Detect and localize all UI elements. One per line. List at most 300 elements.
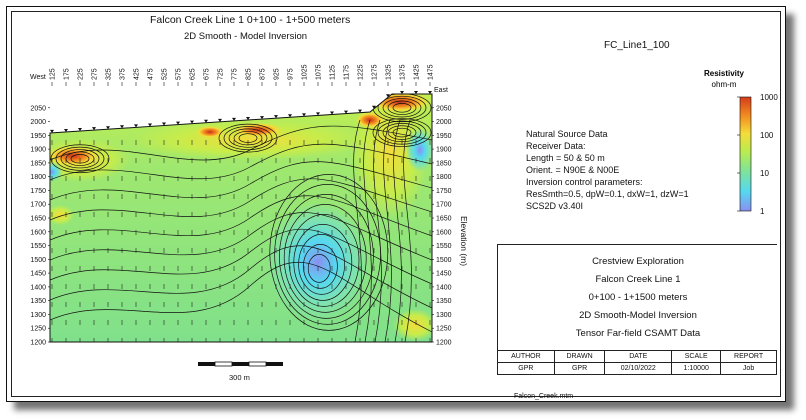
grid-marker xyxy=(206,230,207,235)
grid-marker xyxy=(66,140,67,145)
grid-marker xyxy=(248,158,249,163)
grid-marker xyxy=(66,194,67,199)
grid-marker xyxy=(206,302,207,307)
grid-marker xyxy=(206,320,207,325)
grid-marker xyxy=(122,158,123,163)
grid-marker xyxy=(374,248,375,253)
grid-marker xyxy=(192,248,193,253)
grid-marker xyxy=(276,284,277,289)
grid-marker xyxy=(108,248,109,253)
grid-marker xyxy=(318,176,319,181)
value-cell: Job xyxy=(721,363,777,375)
grid-marker xyxy=(108,158,109,163)
grid-marker xyxy=(430,248,431,253)
grid-marker xyxy=(416,158,417,163)
x-tick-label: 1475 xyxy=(427,64,435,80)
grid-marker xyxy=(332,194,333,199)
grid-marker xyxy=(150,194,151,199)
grid-marker xyxy=(150,230,151,235)
x-tick-label: 475 xyxy=(147,68,155,80)
scale-bar-segment xyxy=(215,362,232,366)
header-cell: REPORT xyxy=(721,351,777,363)
y-tick-label-left: 1350 xyxy=(30,298,46,306)
info-line: Inversion control parameters: xyxy=(526,177,643,187)
grid-marker xyxy=(80,266,81,271)
grid-marker xyxy=(360,158,361,163)
grid-marker xyxy=(416,320,417,325)
y-tick-label-left: 1450 xyxy=(30,270,46,278)
grid-marker xyxy=(52,140,53,145)
grid-marker xyxy=(164,230,165,235)
x-tick-label: 975 xyxy=(287,68,295,80)
grid-marker xyxy=(402,212,403,217)
grid-marker xyxy=(122,266,123,271)
grid-marker xyxy=(262,284,263,289)
scale-bar xyxy=(198,362,283,366)
y-tick-label-left: 2050 xyxy=(30,105,46,113)
x-tick-label: 775 xyxy=(231,68,239,80)
grid-marker xyxy=(360,176,361,181)
grid-marker xyxy=(304,320,305,325)
grid-marker xyxy=(66,248,67,253)
grid-marker xyxy=(416,140,417,145)
header-cell: AUTHOR xyxy=(498,351,555,363)
grid-marker xyxy=(220,248,221,253)
grid-marker xyxy=(94,194,95,199)
grid-marker xyxy=(276,320,277,325)
grid-marker xyxy=(234,194,235,199)
y-tick-label-left: 1200 xyxy=(30,339,46,347)
grid-marker xyxy=(304,248,305,253)
grid-marker xyxy=(402,248,403,253)
x-tick-label: 925 xyxy=(273,68,281,80)
grid-marker xyxy=(178,320,179,325)
grid-marker xyxy=(94,248,95,253)
grid-marker xyxy=(332,248,333,253)
grid-marker xyxy=(52,230,53,235)
grid-marker xyxy=(262,194,263,199)
grid-marker xyxy=(388,302,389,307)
grid-marker xyxy=(234,212,235,217)
grid-marker xyxy=(374,230,375,235)
grid-marker xyxy=(136,158,137,163)
x-tick-label: 1225 xyxy=(357,64,365,80)
x-tick-label: 1325 xyxy=(385,64,393,80)
grid-marker xyxy=(206,158,207,163)
grid-marker xyxy=(94,158,95,163)
y-tick-label-right: 1700 xyxy=(436,201,452,209)
y-tick-label-right: 1900 xyxy=(436,146,452,154)
grid-marker xyxy=(360,248,361,253)
y-tick-label-right: 1800 xyxy=(436,174,452,182)
grid-marker xyxy=(416,302,417,307)
grid-marker xyxy=(262,212,263,217)
grid-marker xyxy=(150,320,151,325)
grid-marker xyxy=(122,284,123,289)
colorbar xyxy=(737,93,778,216)
grid-marker xyxy=(248,230,249,235)
grid-marker xyxy=(206,284,207,289)
grid-marker xyxy=(66,284,67,289)
grid-marker xyxy=(122,248,123,253)
grid-marker xyxy=(220,302,221,307)
grid-marker xyxy=(304,266,305,271)
grid-marker xyxy=(122,302,123,307)
grid-marker xyxy=(262,158,263,163)
grid-marker xyxy=(402,302,403,307)
grid-marker xyxy=(94,302,95,307)
title-block-lines xyxy=(497,244,777,351)
y-tick-label-right: 1300 xyxy=(436,311,452,319)
y-tick-label-right: 1650 xyxy=(436,215,452,223)
project-line: Falcon Creek Line 1 xyxy=(595,274,681,285)
x-tick-label: 675 xyxy=(203,68,211,80)
x-tick-label: 725 xyxy=(217,68,225,80)
grid-marker xyxy=(136,320,137,325)
grid-marker xyxy=(332,302,333,307)
grid-marker xyxy=(192,266,193,271)
grid-marker xyxy=(52,212,53,217)
x-tick-label: 525 xyxy=(161,68,169,80)
grid-marker xyxy=(402,266,403,271)
grid-marker xyxy=(262,176,263,181)
grid-marker xyxy=(304,176,305,181)
grid-marker xyxy=(234,230,235,235)
grid-marker xyxy=(164,302,165,307)
grid-marker xyxy=(402,320,403,325)
grid-marker xyxy=(388,266,389,271)
grid-marker xyxy=(346,320,347,325)
y-axis-left xyxy=(30,105,50,346)
grid-marker xyxy=(416,266,417,271)
y-tick-label-right: 2000 xyxy=(436,119,452,127)
grid-marker xyxy=(416,194,417,199)
y-tick-label-left: 1500 xyxy=(30,256,46,264)
x-tick-label: 1175 xyxy=(343,64,351,80)
grid-marker xyxy=(388,212,389,217)
info-line: Receiver Data: xyxy=(526,141,586,151)
grid-marker xyxy=(66,158,67,163)
grid-marker xyxy=(52,284,53,289)
x-tick-label: 225 xyxy=(77,68,85,80)
y-tick-label-right: 1200 xyxy=(436,339,452,347)
grid-marker xyxy=(164,194,165,199)
title-block-value-row xyxy=(498,363,777,375)
grid-marker xyxy=(332,176,333,181)
chart-subtitle: 2D Smooth - Model Inversion xyxy=(184,31,308,42)
grid-marker xyxy=(248,140,249,145)
grid-marker xyxy=(108,194,109,199)
x-tick-label: 425 xyxy=(133,68,141,80)
grid-marker xyxy=(360,194,361,199)
y-axis-right xyxy=(432,105,452,346)
x-tick-label: 875 xyxy=(259,68,267,80)
grid-marker xyxy=(192,284,193,289)
grid-marker xyxy=(178,194,179,199)
grid-marker xyxy=(52,194,53,199)
grid-marker xyxy=(150,140,151,145)
grid-marker xyxy=(192,194,193,199)
x-tick-label: 375 xyxy=(119,68,127,80)
grid-marker xyxy=(80,320,81,325)
grid-marker xyxy=(136,176,137,181)
colorbar-title xyxy=(700,68,748,90)
colorbar-tick-label: 10 xyxy=(760,169,769,178)
title-block-header-row xyxy=(498,351,777,363)
grid-marker xyxy=(136,266,137,271)
value-cell: GPR xyxy=(554,363,605,375)
grid-marker xyxy=(206,140,207,145)
grid-marker xyxy=(178,140,179,145)
grid-marker xyxy=(136,284,137,289)
grid-marker xyxy=(108,284,109,289)
x-tick-label: 575 xyxy=(175,68,183,80)
grid-marker xyxy=(318,212,319,217)
grid-marker xyxy=(66,302,67,307)
grid-marker xyxy=(220,176,221,181)
grid-marker xyxy=(220,158,221,163)
grid-marker xyxy=(276,212,277,217)
grid-marker xyxy=(150,248,151,253)
grid-marker xyxy=(192,158,193,163)
grid-marker xyxy=(332,212,333,217)
value-cell: GPR xyxy=(498,363,555,375)
grid-marker xyxy=(178,302,179,307)
grid-marker xyxy=(276,302,277,307)
grid-marker xyxy=(290,302,291,307)
y-tick-label-left: 1700 xyxy=(30,201,46,209)
grid-marker xyxy=(388,176,389,181)
grid-marker xyxy=(290,266,291,271)
grid-marker xyxy=(388,320,389,325)
grid-marker xyxy=(248,176,249,181)
header-cell: DATE xyxy=(605,351,672,363)
grid-marker xyxy=(234,302,235,307)
y-tick-label-right: 1450 xyxy=(436,270,452,278)
grid-marker xyxy=(80,230,81,235)
grid-marker xyxy=(150,176,151,181)
company-name: Crestview Exploration xyxy=(592,256,684,267)
grid-marker xyxy=(388,140,389,145)
grid-marker xyxy=(360,266,361,271)
grid-marker xyxy=(248,302,249,307)
grid-marker xyxy=(80,302,81,307)
grid-marker xyxy=(206,266,207,271)
grid-marker xyxy=(346,176,347,181)
x-tick-label: 1375 xyxy=(399,64,407,80)
y-tick-label-right: 1350 xyxy=(436,298,452,306)
grid-marker xyxy=(430,284,431,289)
y-tick-label-left: 1400 xyxy=(30,284,46,292)
grid-marker xyxy=(206,176,207,181)
grid-marker xyxy=(136,230,137,235)
header-cell: DRAWN xyxy=(554,351,605,363)
grid-marker xyxy=(304,158,305,163)
grid-marker xyxy=(164,284,165,289)
grid-marker xyxy=(66,176,67,181)
grid-marker xyxy=(262,140,263,145)
grid-marker xyxy=(206,194,207,199)
grid-marker xyxy=(66,212,67,217)
grid-marker xyxy=(346,302,347,307)
grid-marker xyxy=(332,140,333,145)
grid-marker xyxy=(178,266,179,271)
grid-marker xyxy=(374,284,375,289)
grid-marker xyxy=(346,230,347,235)
grid-marker xyxy=(318,158,319,163)
y-tick-label-right: 1600 xyxy=(436,229,452,237)
grid-marker xyxy=(360,212,361,217)
y-tick-label-left: 2000 xyxy=(30,119,46,127)
grid-marker xyxy=(430,320,431,325)
grid-marker xyxy=(304,302,305,307)
y-tick-label-right: 1550 xyxy=(436,243,452,251)
grid-marker xyxy=(402,230,403,235)
y-tick-label-right: 1400 xyxy=(436,284,452,292)
grid-marker xyxy=(108,230,109,235)
grid-marker xyxy=(374,176,375,181)
grid-marker xyxy=(374,194,375,199)
grid-marker xyxy=(192,176,193,181)
grid-marker xyxy=(164,248,165,253)
y-tick-label-left: 1900 xyxy=(30,146,46,154)
grid-marker xyxy=(192,212,193,217)
grid-marker xyxy=(248,248,249,253)
grid-marker xyxy=(416,230,417,235)
grid-marker xyxy=(248,266,249,271)
grid-marker xyxy=(136,212,137,217)
grid-marker xyxy=(94,212,95,217)
grid-marker xyxy=(192,230,193,235)
grid-marker xyxy=(108,140,109,145)
grid-marker xyxy=(234,320,235,325)
grid-marker xyxy=(80,140,81,145)
grid-marker xyxy=(66,266,67,271)
y-tick-label-left: 1600 xyxy=(30,229,46,237)
info-line: Orient. = N90E & N00E xyxy=(526,165,620,175)
grid-marker xyxy=(262,320,263,325)
y-tick-label-right: 1250 xyxy=(436,325,452,333)
grid-marker xyxy=(108,320,109,325)
info-line: Natural Source Data xyxy=(526,129,608,139)
grid-marker xyxy=(276,158,277,163)
grid-marker xyxy=(234,140,235,145)
grid-marker xyxy=(318,194,319,199)
grid-marker xyxy=(388,248,389,253)
grid-marker xyxy=(318,230,319,235)
grid-marker xyxy=(80,212,81,217)
grid-marker xyxy=(220,266,221,271)
grid-marker xyxy=(122,320,123,325)
grid-marker xyxy=(416,212,417,217)
grid-marker xyxy=(374,266,375,271)
grid-marker xyxy=(234,158,235,163)
grid-marker xyxy=(94,140,95,145)
colorbar-gradient xyxy=(740,97,751,211)
grid-marker xyxy=(290,284,291,289)
grid-marker xyxy=(304,140,305,145)
x-tick-label: 1125 xyxy=(329,64,337,80)
grid-marker xyxy=(122,212,123,217)
grid-marker xyxy=(94,230,95,235)
grid-marker xyxy=(94,176,95,181)
grid-marker xyxy=(276,194,277,199)
grid-marker xyxy=(248,320,249,325)
inversion-parameters xyxy=(526,128,689,212)
y-tick-label-right: 1850 xyxy=(436,160,452,168)
grid-marker xyxy=(234,266,235,271)
grid-marker xyxy=(290,230,291,235)
grid-marker xyxy=(220,230,221,235)
x-tick-label: 325 xyxy=(105,68,113,80)
plot-id: FC_Line1_100 xyxy=(604,40,670,51)
title-block xyxy=(497,244,777,404)
grid-marker xyxy=(332,284,333,289)
value-cell: 1:10000 xyxy=(672,363,721,375)
y-tick-label-right: 1950 xyxy=(436,132,452,140)
grid-marker xyxy=(192,302,193,307)
grid-marker xyxy=(388,230,389,235)
grid-marker xyxy=(66,320,67,325)
grid-marker xyxy=(150,302,151,307)
grid-marker xyxy=(360,140,361,145)
x-tick-label: 275 xyxy=(91,68,99,80)
grid-marker xyxy=(262,266,263,271)
colorbar-tick-label: 1000 xyxy=(760,93,778,102)
grid-marker xyxy=(332,266,333,271)
grid-marker xyxy=(332,230,333,235)
grid-marker xyxy=(52,266,53,271)
grid-marker xyxy=(346,266,347,271)
grid-marker xyxy=(416,284,417,289)
value-cell: 02/10/2022 xyxy=(605,363,672,375)
grid-marker xyxy=(318,320,319,325)
east-label: East xyxy=(434,87,449,94)
header-cell: SCALE xyxy=(672,351,721,363)
grid-marker xyxy=(248,212,249,217)
grid-marker xyxy=(94,284,95,289)
grid-marker xyxy=(80,176,81,181)
grid-marker xyxy=(402,158,403,163)
grid-marker xyxy=(276,140,277,145)
grid-marker xyxy=(136,248,137,253)
grid-marker xyxy=(346,248,347,253)
grid-marker xyxy=(360,230,361,235)
grid-marker xyxy=(122,194,123,199)
y-tick-label-right: 1750 xyxy=(436,187,452,195)
grid-marker xyxy=(136,194,137,199)
grid-marker xyxy=(164,158,165,163)
grid-marker xyxy=(388,284,389,289)
x-tick-label: 1275 xyxy=(371,64,379,80)
grid-marker xyxy=(80,248,81,253)
scale-bar-label: 300 m xyxy=(229,373,250,382)
grid-marker xyxy=(430,230,431,235)
grid-marker xyxy=(374,320,375,325)
grid-marker xyxy=(164,212,165,217)
y-tick-label-left: 1650 xyxy=(30,215,46,223)
x-tick-label: 1425 xyxy=(413,64,421,80)
scale-bar-segment xyxy=(198,362,215,366)
grid-marker xyxy=(220,284,221,289)
info-line: ResSmth=0.5, dpW=0.1, dxW=1, dzW=1 xyxy=(526,189,689,199)
grid-marker xyxy=(346,140,347,145)
grid-marker xyxy=(304,212,305,217)
grid-marker xyxy=(374,302,375,307)
grid-marker xyxy=(164,320,165,325)
grid-marker xyxy=(416,248,417,253)
grid-marker xyxy=(332,320,333,325)
